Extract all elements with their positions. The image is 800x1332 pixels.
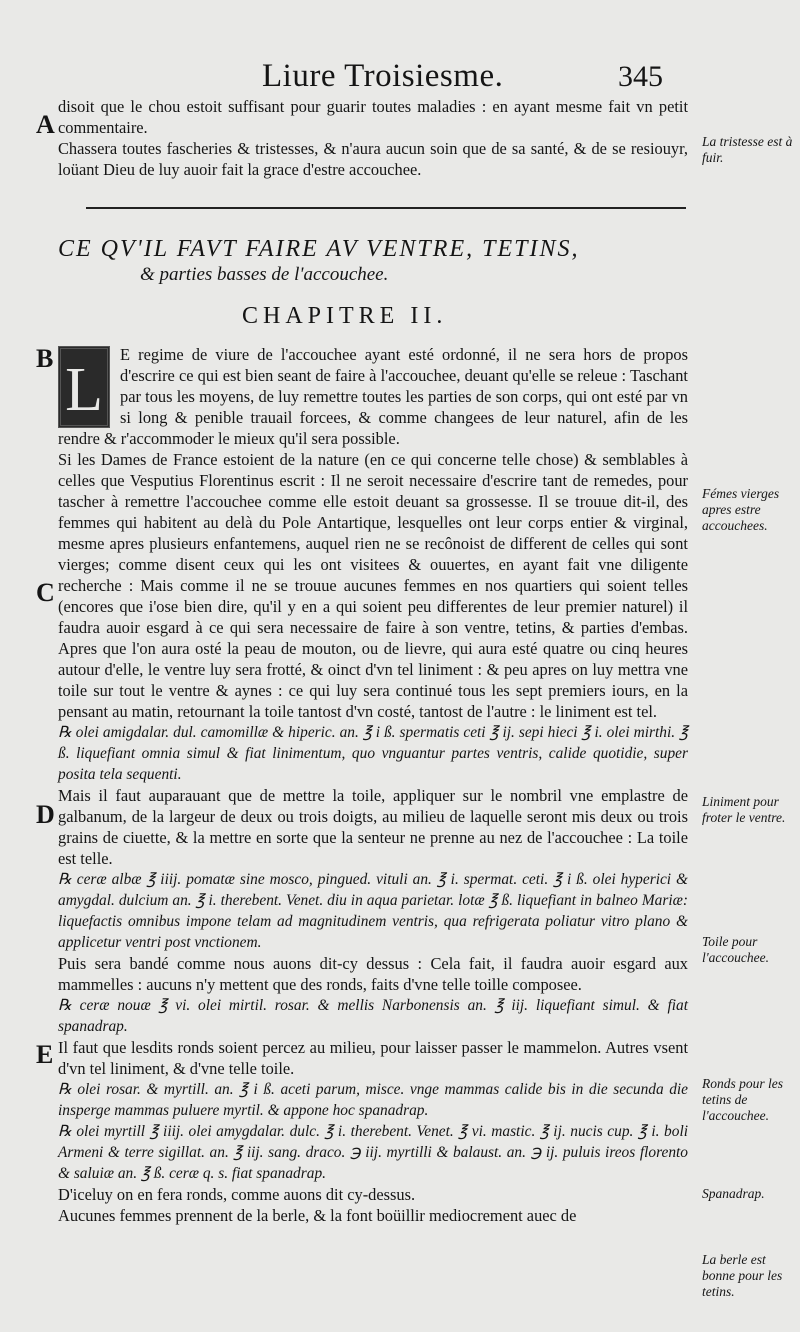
recipe-mammas: ℞ olei rosar. & myrtill. an. ℥ i ß. aceti parum, misce. vnge mammas calide bis in die secunda die insperge mammas puluere myrtil. & appone hoc spanadrap. — [58, 1081, 688, 1119]
top-text-block — [58, 96, 688, 180]
recipe-toile: ℞ ceræ albæ ℥ iiij. pomatæ sine mosco, pingued. vituli an. ℥ i. spermat. ceti. ℥ i ß. olei hyperici & amygdal. dulcium an. ℥ i. therebent. Venet. diu in aqua parietar. lotæ ℥ ß. liquefiant in balneo Mariæ: liquefactis omnibus impone telam ad magnitudinem ventris, qua refrigerata poliatur vitro plano & applicetur ventri post vnctionem. — [58, 871, 688, 951]
chapter-body — [58, 344, 688, 1226]
margin-letter-e: E — [36, 1040, 54, 1069]
chapter-heading: CE QV'IL FAVT FAIRE AV VENTRE, TETINS, — [58, 236, 580, 262]
margin-letter-b: B — [36, 344, 54, 373]
margin-letter-a: A — [36, 110, 55, 139]
paragraph: disoit que le chou estoit suffisant pour guarir toutes maladies : en ayant mesme fait vn petit commentaire. — [58, 97, 688, 137]
margin-letter-d: D — [36, 800, 55, 829]
margin-note: Spanadrap. — [702, 1186, 765, 1201]
chapter-subheading: & parties basses de l'accouchee. — [140, 264, 389, 285]
margin-note: Toile pour l'accouchee. — [702, 934, 769, 965]
paragraph: D'iceluy on en fera ronds, comme auons dit cy-dessus. — [58, 1185, 416, 1204]
recipe-liniment: ℞ olei amigdalar. dul. camomillæ & hiperic. an. ℥ i ß. spermatis ceti ℥ ij. sepi hieci ℥ i. olei mirthi. ℥ ß. liquefiant omnia simul & fiat linimentum, quo vnguantur partes ventris, calide quotidie, super posita tela sequenti. — [58, 724, 688, 783]
paragraph: Si les Dames de France estoient de la nature (en ce qui concerne telle chose) & semblables à celles que Vesputius Florentinus escrit : Il ne seroit necessaire d'escrire tant de remedes, pour tascher à remettre l'accouchee comme elle estoit deuant sa grossesse. Il se trouue dit-il, des femmes qui habitent au delà du Pole Antartique, lesquelles ont leur corps entier & virginal, mesme apres plusieurs enfantemens, auquel rien ne se recônoist de different de celles qui sont vierges; comme disent ceux qui les ont visitees & ouuertes, en ayant fait vne diligente recherche : Mais comme il ne se trouue aucunes femmes en nos quartiers qui soient telles (encores que i'ose bien dire, qu'il y en a qui soient peu differentes de leur premier naturel) il faudra auoir esgard à ce qui sera necessaire de faire à son ventre, tetins, & parties d'embas. Apres que l'on aura osté la peau de mouton, ou de lievre, qui aura esté quatre ou cinq heures autour d'elle, le ventre luy sera frotté, & oinct d'vn tel liniment : & peu apres on luy mettra vne toile sur tout le ventre & aynes : ce qui luy sera continué tous les sept premiers iours, en la pensant au matin, retournant la toile tantost d'vn costé, tantost de l'autre : le liniment est tel. — [58, 450, 688, 721]
margin-note: Ronds pour les tetins de l'accouchee. — [702, 1076, 783, 1123]
margin-note: Liniment pour froter le ventre. — [702, 794, 786, 825]
paragraph: Mais il faut auparauant que de mettre la toile, appliquer sur le nombril vne emplastre de galbanum, de la largeur de deux ou trois doigts, au milieu de laquelle seront mis deux ou trois grains de ciuette, & la mettre en sorte que la senteur ne prenne au nez de l'accouchee : La toile est telle. — [58, 786, 688, 868]
margin-note: La tristesse est à fuir. — [702, 134, 793, 165]
paragraph: Puis sera bandé comme nous auons dit-cy dessus : Cela fait, il faudra auoir esgard aux mammelles : aucuns n'y mettent que des ronds, faits d'vne telle toille composee. — [58, 954, 688, 994]
recipe-spanadrap: ℞ olei myrtill ℥ iiij. olei amygdalar. dulc. ℥ i. therebent. Venet. ℥ vi. mastic. ℥ ij. nucis cup. ℥ i. boli Armeni & terre sigillat. an. ℥ iij. sang. draco. ℈ iij. myrtilli & balaust. an. ℈ ij. puluis ireos florento & saluiæ an. ℥ ß. ceræ q. s. fiat spanadrap. — [58, 1123, 688, 1182]
paragraph: Aucunes femmes prennent de la berle, & la font boüillir mediocrement auec de — [58, 1206, 577, 1225]
page-number: 345 — [618, 60, 663, 93]
opening-paragraph: L E regime de viure de l'accouchee ayant esté ordonné, il ne sera hors de propos d'escrire ce qui est bien seant de faire à l'accouchee, deuant qu'elle se releue : Taschant par tous les moyens, de luy remettre toutes les parties de son corps, qui ont esté par vn si long & penible trauail forcees, & comme changees de leur naturel, afin de les rendre & r'accommoder le mieux qu'il sera possible. — [58, 345, 688, 448]
margin-letter-c: C — [36, 578, 55, 607]
running-head — [0, 58, 800, 98]
margin-note: La berle est bonne pour les tetins. — [702, 1252, 783, 1299]
section-divider — [86, 207, 686, 209]
paragraph: Chassera toutes fascheries & tristesses, & n'aura aucun soin que de sa santé, & de se resiouyr, loüant Dieu de luy auoir fait la grace d'estre accouchee. — [58, 139, 688, 179]
recipe-ronds: ℞ ceræ nouæ ℥ vi. olei mirtil. rosar. & mellis Narbonensis an. ℥ iij. liquefiant simul. & fiat spanadrap. — [58, 997, 688, 1035]
running-head-title: Liure Troisiesme. — [262, 58, 504, 94]
paragraph: Il faut que lesdits ronds soient percez au milieu, pour laisser passer le mammelon. Autres vsent d'vn tel liniment, & d'vne telle toile. — [58, 1038, 688, 1078]
decorated-initial: L — [58, 346, 110, 428]
margin-note: Fémes vierges apres estre accouchees. — [702, 486, 780, 533]
chapter-number: CHAPITRE II. — [242, 303, 448, 329]
